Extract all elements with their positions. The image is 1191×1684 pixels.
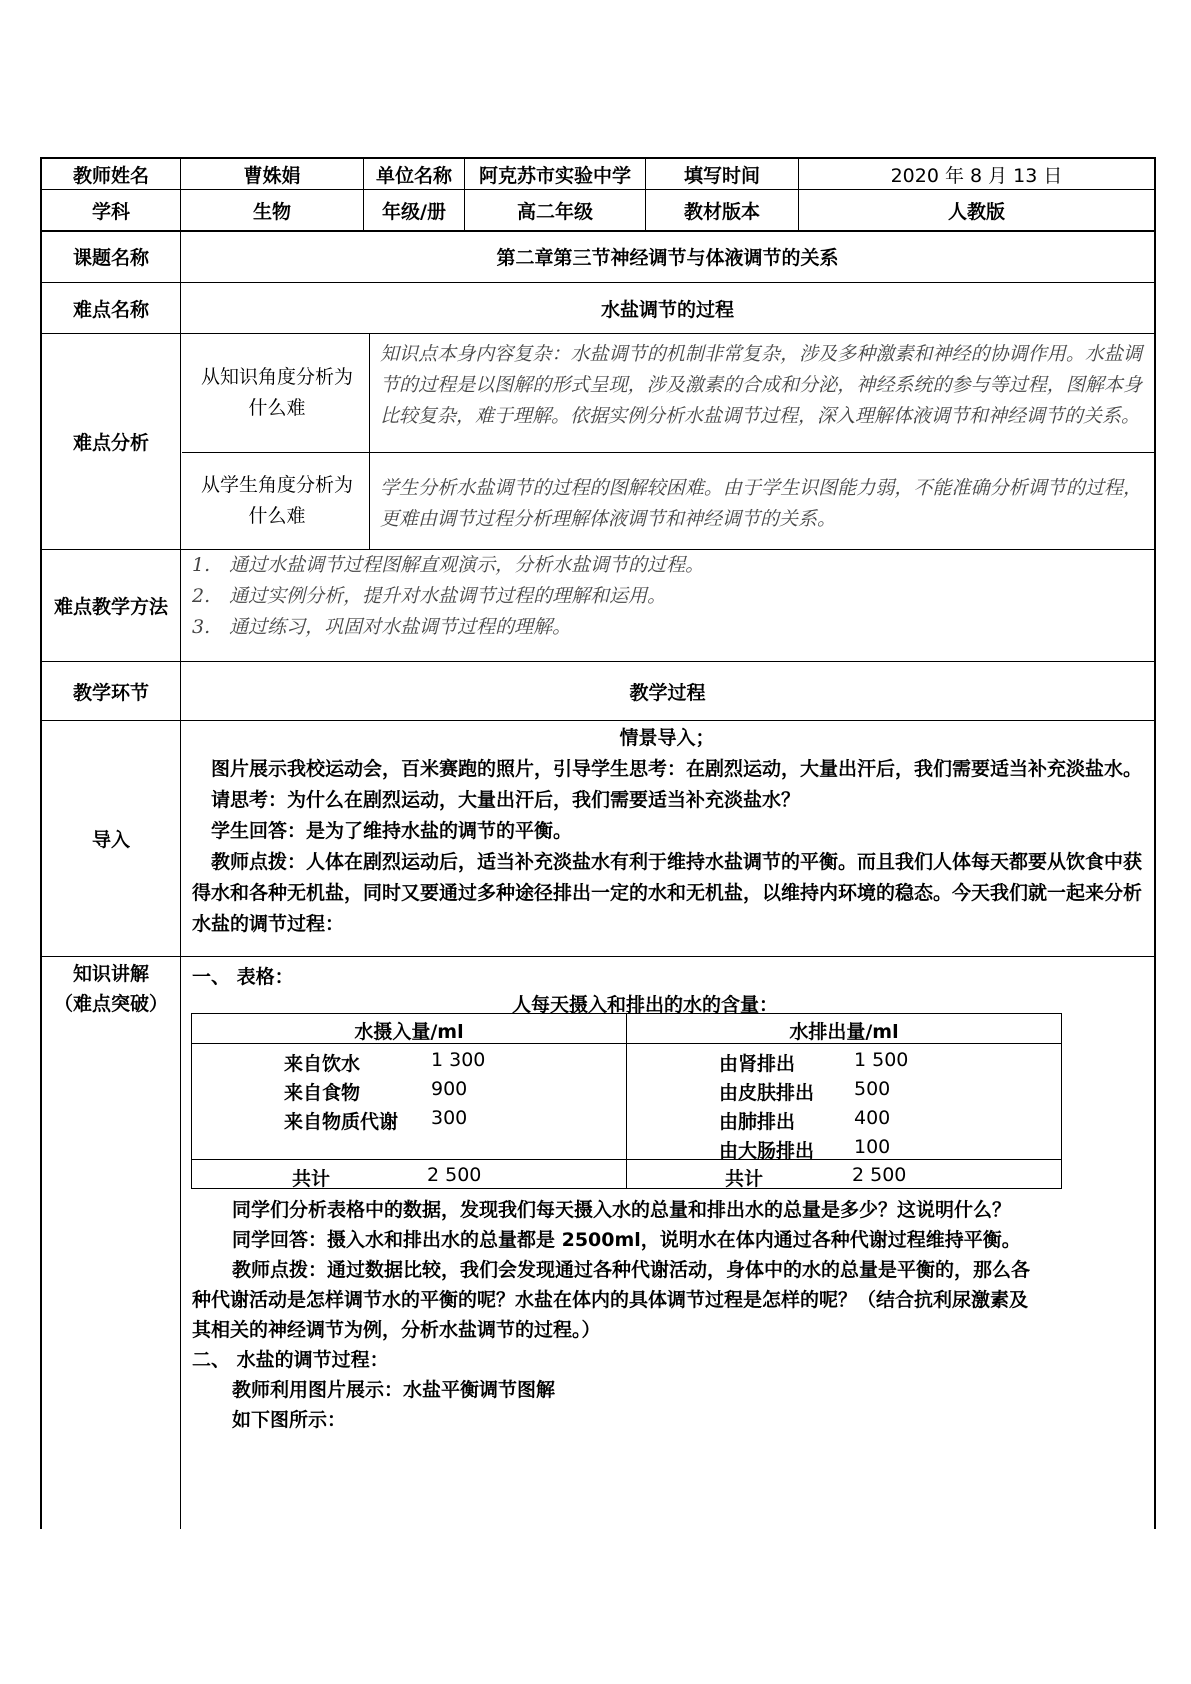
- section-one-heading: 一、 表格：: [192, 966, 294, 988]
- topic-title: 第二章第三节神经调节与体液调节的关系: [496, 247, 839, 269]
- intake-source: 来自食物: [284, 1082, 361, 1104]
- student-answer: 同学回答：摄入水和排出水的总量都是 2500ml，说明水在体内通过各种代谢过程维持平衡。: [232, 1229, 1021, 1251]
- intro-paragraph: 请思考：为什么在剧烈运动，大量出汗后，我们需要适当补充淡盐水？: [192, 789, 801, 811]
- teacher-tip-line: 其相关的神经调节为例，分析水盐调节的过程。）: [192, 1319, 601, 1341]
- intake-source: 来自饮水: [284, 1053, 361, 1075]
- intro-title: 情景导入；: [619, 727, 715, 749]
- topic-label: 课题名称: [72, 247, 149, 269]
- methods-list: [192, 550, 1132, 643]
- knowledge-angle-label: 从知识角度分析为什么难: [200, 366, 353, 419]
- unit-label: 单位名称: [375, 164, 452, 187]
- diagram-caption: 如下图所示：: [232, 1409, 347, 1431]
- intro-paragraph: 图片展示我校运动会，百米赛跑的照片，引导学生思考：在剧烈运动，大量出汗后，我们需要适当补充淡盐水。: [192, 758, 1143, 780]
- analysis-label: 难点分析: [72, 432, 149, 454]
- edition-label: 教材版本: [683, 200, 760, 223]
- output-header: 水排出量/ml: [789, 1021, 899, 1043]
- teacher-name-label: 教师姓名: [72, 164, 149, 187]
- knowledge-label: [42, 959, 180, 1019]
- intro-label: [42, 721, 180, 956]
- difficulty-label: 难点名称: [72, 298, 149, 321]
- output-value: 500: [854, 1078, 891, 1100]
- method-item: 1. 通过水盐调节过程图解直观演示，分析水盐调节的过程。: [192, 554, 705, 576]
- teacher-tip-line: 种代谢活动是怎样调节水的平衡的呢？水盐在体内的具体调节过程是怎样的呢？（结合抗利尿激素及: [192, 1289, 1029, 1311]
- fill-date: 2020 年 8 月 13 日: [890, 164, 1063, 187]
- lesson-plan-table: [40, 157, 1156, 1529]
- water-balance-table: [191, 1013, 1062, 1189]
- grade: 高二年级: [516, 200, 593, 223]
- intro-paragraph: 教师点拨：人体在剧烈运动后，适当补充淡盐水有利于维持水盐调节的平衡。而且我们人体每天都要从饮食中获得水和各种无机盐，同时又要通过多种途径排出一定的水和无机盐，以维持内环境的稳态。今天我们就一起来分析水盐的调节过程：: [192, 851, 1143, 935]
- teacher-tip-line: 教师点拨：通过数据比较，我们会发现通过各种代谢活动，身体中的水的总量是平衡的，那么各: [232, 1259, 1031, 1281]
- section-two-heading: 二、 水盐的调节过程：: [192, 1349, 389, 1371]
- output-source: 由肺排出: [719, 1111, 796, 1133]
- water-table-title: 人每天摄入和排出的水的含量：: [512, 994, 779, 1016]
- grade-label: 年级/册: [382, 200, 446, 223]
- edition: 人教版: [947, 200, 1005, 223]
- stage-label: 教学环节: [72, 681, 149, 704]
- intake-value: 900: [431, 1078, 468, 1100]
- output-value: 1 500: [854, 1049, 909, 1071]
- intro-label-text: 导入: [91, 829, 130, 851]
- method-item: 3. 通过练习，巩固对水盐调节过程的理解。: [192, 616, 572, 638]
- output-value: 100: [854, 1136, 891, 1158]
- knowledge-label-line: （难点突破）: [53, 993, 168, 1015]
- output-total: 2 500: [852, 1164, 907, 1186]
- intake-value: 300: [431, 1107, 468, 1129]
- method-item: 2. 通过实例分析，提升对水盐调节过程的理解和运用。: [192, 585, 667, 607]
- intake-header: 水摄入量/ml: [354, 1021, 464, 1043]
- knowledge-angle-text: 知识点本身内容复杂：水盐调节的机制非常复杂，涉及多种激素和神经的协调作用。水盐调节的过程是以图解的形式呈现，涉及激素的合成和分泌，神经系统的参与等过程，图解本身比较复杂，难于理解。依据实例分析水盐调节过程，深入理解体液调节和神经调节的关系。: [380, 343, 1142, 427]
- output-value: 400: [854, 1107, 891, 1129]
- intake-total-label: 共计: [292, 1168, 331, 1190]
- intake-source: 来自物质代谢: [284, 1111, 399, 1133]
- output-source: 由肾排出: [719, 1053, 796, 1075]
- output-source: 由大肠排出: [719, 1140, 815, 1162]
- intro-content: [192, 723, 1142, 940]
- process-label: 教学过程: [629, 681, 706, 704]
- student-angle-label: 从学生角度分析为什么难: [200, 474, 353, 527]
- output-total-label: 共计: [725, 1168, 764, 1190]
- teacher-name: 曹姝娟: [243, 164, 301, 187]
- knowledge-label-line: 知识讲解: [72, 963, 149, 985]
- difficulty-title: 水盐调节的过程: [600, 298, 734, 321]
- methods-label: 难点教学方法: [53, 596, 168, 618]
- student-angle-text: 学生分析水盐调节的过程的图解较困难。由于学生识图能力弱，不能准确分析调节的过程，更难由调节过程分析理解体液调节和神经调节的关系。: [380, 477, 1142, 530]
- intro-paragraph: 学生回答：是为了维持水盐的调节的平衡。: [192, 820, 573, 842]
- subject-label: 学科: [91, 200, 130, 223]
- intake-value: 1 300: [431, 1049, 486, 1071]
- diagram-intro: 教师利用图片展示：水盐平衡调节图解: [232, 1379, 556, 1401]
- unit-name: 阿克苏市实验中学: [478, 164, 631, 187]
- subject: 生物: [252, 200, 291, 223]
- intake-total: 2 500: [427, 1164, 482, 1186]
- output-source: 由皮肤排出: [719, 1082, 815, 1104]
- question-text: 同学们分析表格中的数据，发现我们每天摄入水的总量和排出水的总量是多少？这说明什么？: [232, 1199, 1012, 1221]
- date-label: 填写时间: [683, 164, 760, 187]
